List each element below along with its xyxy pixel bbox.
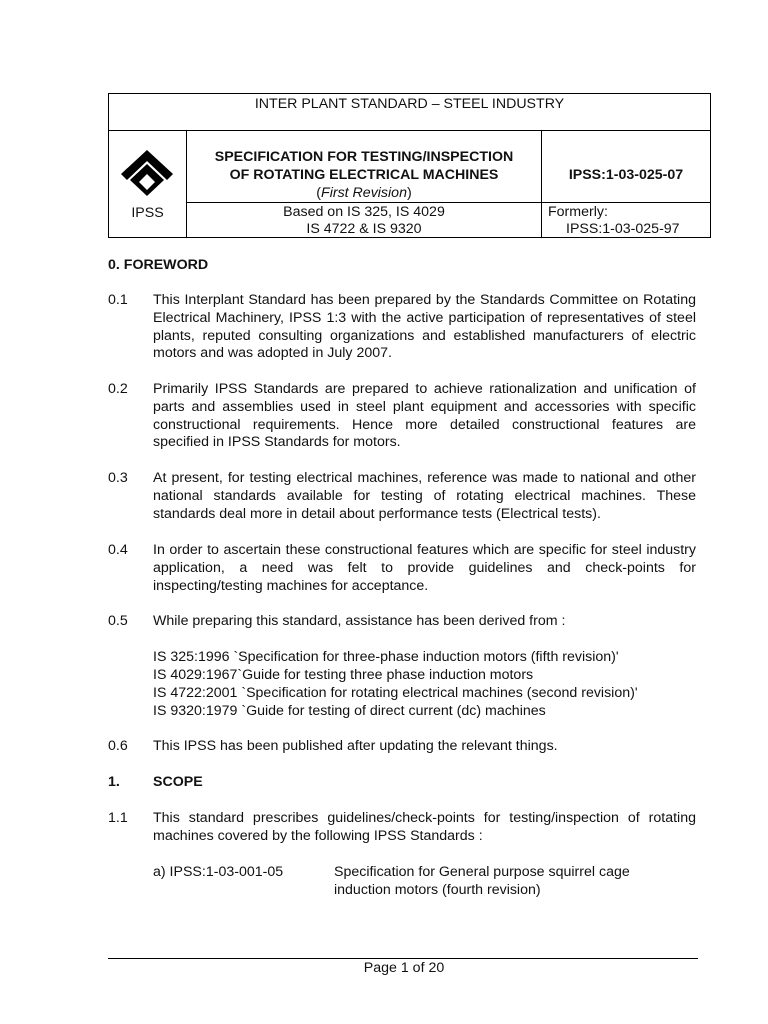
paragraph-text: While preparing this standard, assistance has been derived from : bbox=[153, 613, 566, 629]
header-divider-horizontal bbox=[186, 202, 710, 203]
header-divider-right bbox=[541, 130, 542, 238]
ipss-logo-icon bbox=[121, 150, 173, 196]
paragraph-number: 0.5 bbox=[108, 613, 128, 629]
spec-title-line1: SPECIFICATION FOR TESTING/INSPECTION bbox=[214, 149, 514, 165]
paragraph-text: Primarily IPSS Standards are prepared to achieve rationalization and unification of parts and assemblies used in steel plant equipment and accessories with specific constructional requirements. Hence more detailed constructional features are specified in IPSS Standards for motors. bbox=[153, 381, 696, 451]
logo-label: IPSS bbox=[131, 205, 164, 221]
spec-title bbox=[187, 148, 541, 184]
paragraph-text: In order to ascertain these constructional features which are specific for steel industry application, a need was felt to provide guidelines and check-points for inspecting/testing machines for acceptance. bbox=[153, 542, 696, 594]
scope-heading: SCOPE bbox=[153, 774, 203, 790]
paragraph-number: 0.2 bbox=[108, 381, 128, 397]
paragraph-text: This standard prescribes guidelines/check-points for testing/inspection of rotating machines covered by the following IPSS Standards : bbox=[153, 810, 696, 844]
paragraph-number: 0.1 bbox=[108, 292, 128, 308]
reference-is-4029: IS 4029:1967`Guide for testing three phase induction motors bbox=[153, 667, 534, 683]
header-table bbox=[108, 93, 711, 238]
spec-title-line2: OF ROTATING ELECTRICAL MACHINES bbox=[229, 167, 499, 183]
header-top-title: INTER PLANT STANDARD – STEEL INDUSTRY bbox=[109, 94, 710, 131]
paragraph-number: 0.3 bbox=[108, 470, 128, 486]
paragraph-number: 0.4 bbox=[108, 542, 128, 558]
reference-is-4722: IS 4722:2001 `Specification for rotating electrical machines (second revision)' bbox=[153, 685, 638, 701]
paragraph-number: 1.1 bbox=[108, 810, 128, 826]
formerly-code: IPSS:1-03-025-97 bbox=[566, 221, 680, 237]
revision-close: ) bbox=[406, 185, 412, 201]
paragraph-number: 0.6 bbox=[108, 738, 128, 754]
standard-code: IPSS:1-03-025-07 bbox=[568, 167, 684, 183]
revision-note bbox=[187, 184, 541, 202]
footer-divider bbox=[108, 958, 698, 959]
formerly-label: Formerly: bbox=[548, 204, 608, 220]
paragraph-text: This Interplant Standard has been prepared by the Standards Committee on Rotating Electrical Machinery, IPSS 1:3 with the active participation of representatives of steel plants, reputed consulting organizations and established manufacturers of electric motors and was adopted in July 2007. bbox=[153, 292, 696, 362]
reference-is-9320: IS 9320:1979 `Guide for testing of direct current (dc) machines bbox=[153, 703, 546, 719]
scope-heading-number: 1. bbox=[108, 774, 120, 790]
scope-item-desc-line2: induction motors (fourth revision) bbox=[334, 882, 541, 898]
reference-is-325: IS 325:1996 `Specification for three-phase induction motors (fifth revision)' bbox=[153, 649, 619, 665]
based-on bbox=[187, 204, 541, 238]
scope-item-desc-line1: Specification for General purpose squirrel cage bbox=[334, 864, 630, 880]
page-number: Page 1 of 20 bbox=[363, 960, 445, 976]
revision-open: ( bbox=[316, 185, 322, 201]
scope-item-label: a) IPSS:1-03-001-05 bbox=[153, 864, 284, 880]
revision-text: First Revision bbox=[321, 185, 407, 201]
paragraph-text: At present, for testing electrical machines, reference was made to national and other national standards available for testing of rotating electrical machines. These standards deal more in detail about performance tests (Electrical tests). bbox=[153, 470, 696, 522]
formerly bbox=[548, 204, 708, 238]
foreword-heading: 0. FOREWORD bbox=[108, 257, 209, 273]
paragraph-text: This IPSS has been published after updating the relevant things. bbox=[153, 738, 558, 754]
based-on-line1: Based on IS 325, IS 4029 bbox=[283, 204, 445, 220]
based-on-line2: IS 4722 & IS 9320 bbox=[306, 221, 422, 237]
